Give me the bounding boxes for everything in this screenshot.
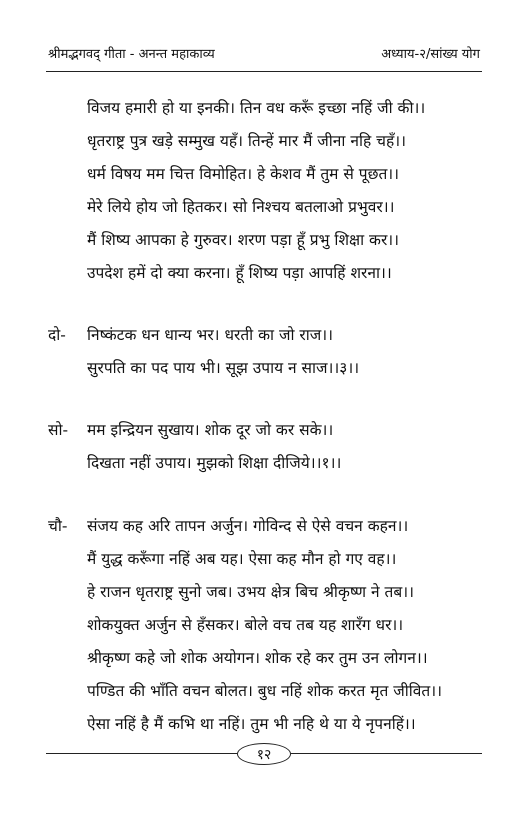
verse-line: मेरे लिये होय जो हितकर। सो निश्चय बतलाओ प्रभुवर।।	[87, 198, 395, 216]
doha-line: सुरपति का पद पाय भी। सूझ उपाय न साज।।३।।	[87, 359, 360, 377]
verse-line: विजय हमारी हो या इनकी। तिन वध करूँ इच्छा नहिं जी की।।	[87, 99, 426, 117]
chaupai-line: पण्डित की भाँति वचन बोलत। बुध नहिं शोक करत मृत जीवित।।	[87, 682, 443, 700]
footer-rule-right	[291, 753, 482, 754]
soratha-line: मम इन्द्रियन सुखाय। शोक दूर जो कर सके।।	[87, 421, 334, 439]
running-header-chapter: अध्याय-२/सांख्य योग	[381, 47, 480, 62]
page-number: १२	[237, 743, 291, 765]
verse-line: धृतराष्ट्र पुत्र खड़े सम्मुख यहँ। तिन्हें मार मैं जीना नहि चहँ।।	[87, 132, 406, 150]
verse-line: मैं शिष्य आपका हे गुरुवर। शरण पड़ा हूँ प्रभु शिक्षा कर।।	[87, 231, 400, 249]
chaupai-line: ऐसा नहिं है मैं कभि था नहिं। तुम भी नहि थे या ये नृपनहिं।।	[87, 715, 416, 733]
doha-label: दो-	[48, 326, 66, 344]
doha-line: निष्कंटक धन धान्य भर। धरती का जो राज।।	[87, 326, 334, 344]
verse-line: उपदेश हमें दो क्या करना। हूँ शिष्य पड़ा आपहिं शरना।।	[87, 264, 392, 282]
soratha-line: दिखता नहीं उपाय। मुझको शिक्षा दीजिये।।१।।	[87, 454, 342, 472]
chaupai-line: मैं युद्ध करूँगा नहिं अब यह। ऐसा कह मौन हो गए वह।।	[87, 550, 397, 568]
footer-rule-left	[46, 753, 237, 754]
chaupai-line: श्रीकृष्ण कहे जो शोक अयोगन। शोक रहे कर तुम उन लोगन।।	[87, 649, 428, 667]
running-header-title: श्रीमद्भगवद् गीता - अनन्त महाकाव्य	[48, 47, 215, 62]
chaupai-line: शोकयुक्त अर्जुन से हँसकर। बोले वच तब यह शारँग धर।।	[87, 616, 404, 634]
header-rule	[46, 71, 482, 72]
soratha-label: सो-	[48, 421, 69, 439]
chaupai-line: हे राजन धृतराष्ट्र सुनो जब। उभय क्षेत्र बिच श्रीकृष्ण ने तब।।	[87, 583, 414, 601]
verse-line: धर्म विषय मम चित्त विमोहित। हे केशव मैं तुम से पूछत।।	[87, 165, 400, 183]
chaupai-label: चौ-	[48, 517, 68, 535]
chaupai-line: संजय कह अरि तापन अर्जुन। गोविन्द से ऐसे वचन कहन।।	[87, 517, 409, 535]
